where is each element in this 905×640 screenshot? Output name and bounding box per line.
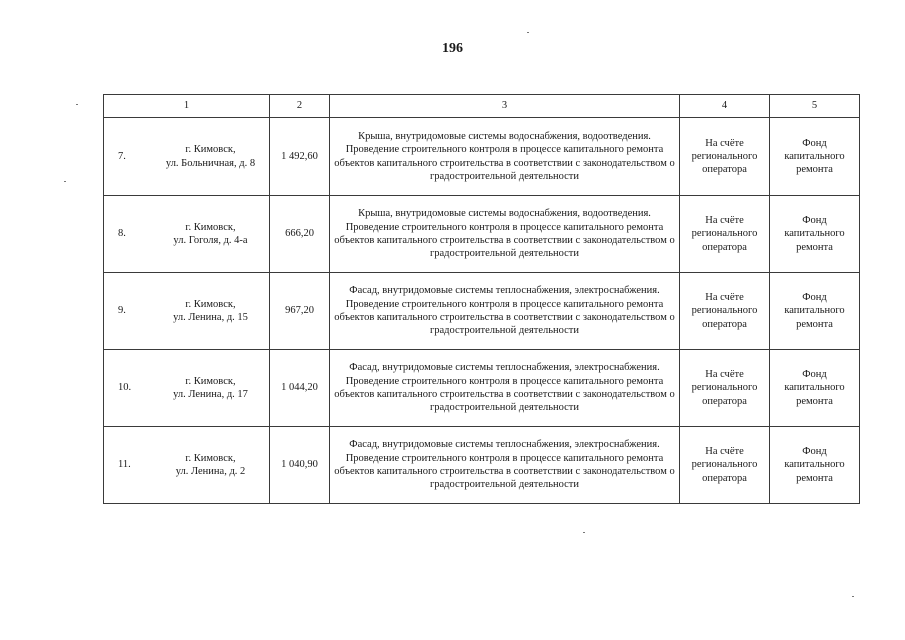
executor-line: На счёте	[705, 292, 744, 304]
header-col-4: 4	[680, 95, 770, 118]
executor-line: На счёте	[705, 446, 744, 458]
work-description-cell: Фасад, внутридомовые системы теплоснабжения, электроснабжения. Проведение строительного контроля в процессе капитального ремонта объектов капитального строительства в соответствии с законодательством о градостроительной деятельности	[330, 427, 680, 504]
row-number: 8.	[118, 228, 126, 240]
executor-cell	[680, 427, 770, 504]
executor-line: оператора	[702, 241, 747, 253]
table-row	[104, 273, 860, 350]
fund-cell	[770, 350, 860, 427]
executor-line: На счёте	[705, 369, 744, 381]
fund-line: Фонд	[802, 446, 827, 458]
address-city: г. Кимовск,	[185, 144, 236, 156]
executor-line: регионального	[691, 305, 758, 317]
row-number: 11.	[118, 459, 131, 471]
table-row	[104, 350, 860, 427]
area-cell: 1 040,90	[270, 427, 330, 504]
address-cell	[104, 118, 270, 196]
scan-speck	[527, 32, 529, 33]
area-cell: 1 492,60	[270, 118, 330, 196]
header-col-1: 1	[104, 95, 270, 118]
executor-cell	[680, 196, 770, 273]
fund-cell	[770, 196, 860, 273]
work-description-cell: Фасад, внутридомовые системы теплоснабжения, электроснабжения. Проведение строительного контроля в процессе капитального ремонта объектов капитального строительства в соответствии с законодательством о градостроительной деятельности	[330, 273, 680, 350]
executor-line: На счёте	[705, 137, 744, 149]
page-number: 196	[442, 41, 463, 56]
table-header-row	[104, 95, 860, 118]
executor-line: регионального	[691, 459, 758, 471]
address-city: г. Кимовск,	[185, 452, 236, 464]
executor-cell	[680, 350, 770, 427]
executor-line: регионального	[691, 382, 758, 394]
fund-line: ремонта	[796, 395, 833, 407]
work-description-cell: Фасад, внутридомовые системы теплоснабжения, электроснабжения. Проведение строительного контроля в процессе капитального ремонта объектов капитального строительства в соответствии с законодательством о градостроительной деятельности	[330, 350, 680, 427]
work-description-cell: Крыша, внутридомовые системы водоснабжения, водоотведения. Проведение строительного контроля в процессе капитального ремонта объектов капитального строительства в соответствии с законодательством о градостроительной деятельности	[330, 118, 680, 196]
fund-line: ремонта	[796, 318, 833, 330]
address-city: г. Кимовск,	[185, 221, 236, 233]
executor-cell	[680, 273, 770, 350]
fund-line: капитального	[784, 382, 845, 394]
work-description-cell: Крыша, внутридомовые системы водоснабжения, водоотведения. Проведение строительного контроля в процессе капитального ремонта объектов капитального строительства в соответствии с законодательством о градостроительной деятельности	[330, 196, 680, 273]
executor-line: На счёте	[705, 215, 744, 227]
fund-line: ремонта	[796, 241, 833, 253]
address-city: г. Кимовск,	[185, 298, 236, 310]
fund-line: Фонд	[802, 369, 827, 381]
fund-cell	[770, 427, 860, 504]
address-cell	[104, 427, 270, 504]
executor-line: оператора	[702, 318, 747, 330]
repair-works-table	[103, 94, 860, 504]
executor-line: оператора	[702, 395, 747, 407]
scan-speck	[583, 532, 585, 533]
fund-line: капитального	[784, 228, 845, 240]
fund-line: капитального	[784, 459, 845, 471]
table-row	[104, 118, 860, 196]
header-col-2: 2	[270, 95, 330, 118]
address-city: г. Кимовск,	[185, 375, 236, 387]
fund-line: Фонд	[802, 137, 827, 149]
scan-speck	[852, 596, 854, 597]
fund-cell	[770, 118, 860, 196]
executor-line: регионального	[691, 150, 758, 162]
fund-line: ремонта	[796, 472, 833, 484]
address-street: ул. Больничная, д. 8	[165, 157, 256, 169]
row-number: 9.	[118, 305, 126, 317]
address-street: ул. Ленина, д. 15	[173, 312, 248, 323]
header-col-5: 5	[770, 95, 860, 118]
scan-speck	[76, 104, 78, 105]
scan-speck	[64, 181, 66, 182]
fund-cell	[770, 273, 860, 350]
fund-line: Фонд	[802, 215, 827, 227]
header-col-3: 3	[330, 95, 680, 118]
address-cell	[104, 350, 270, 427]
row-number: 7.	[118, 150, 126, 162]
executor-line: оператора	[702, 472, 747, 484]
area-cell: 666,20	[270, 196, 330, 273]
executor-line: оператора	[702, 164, 747, 176]
executor-line: регионального	[691, 228, 758, 240]
fund-line: капитального	[784, 150, 845, 162]
address-street: ул. Гоголя, д. 4-а	[173, 235, 248, 246]
fund-line: капитального	[784, 305, 845, 317]
area-cell: 967,20	[270, 273, 330, 350]
area-cell: 1 044,20	[270, 350, 330, 427]
fund-line: Фонд	[802, 292, 827, 304]
row-number: 10.	[118, 382, 132, 394]
executor-cell	[680, 118, 770, 196]
address-street: ул. Ленина, д. 2	[175, 466, 246, 477]
table-row	[104, 427, 860, 504]
address-street: ул. Ленина, д. 17	[173, 389, 248, 400]
address-cell	[104, 273, 270, 350]
address-cell	[104, 196, 270, 273]
table-row	[104, 196, 860, 273]
fund-line: ремонта	[796, 164, 833, 176]
